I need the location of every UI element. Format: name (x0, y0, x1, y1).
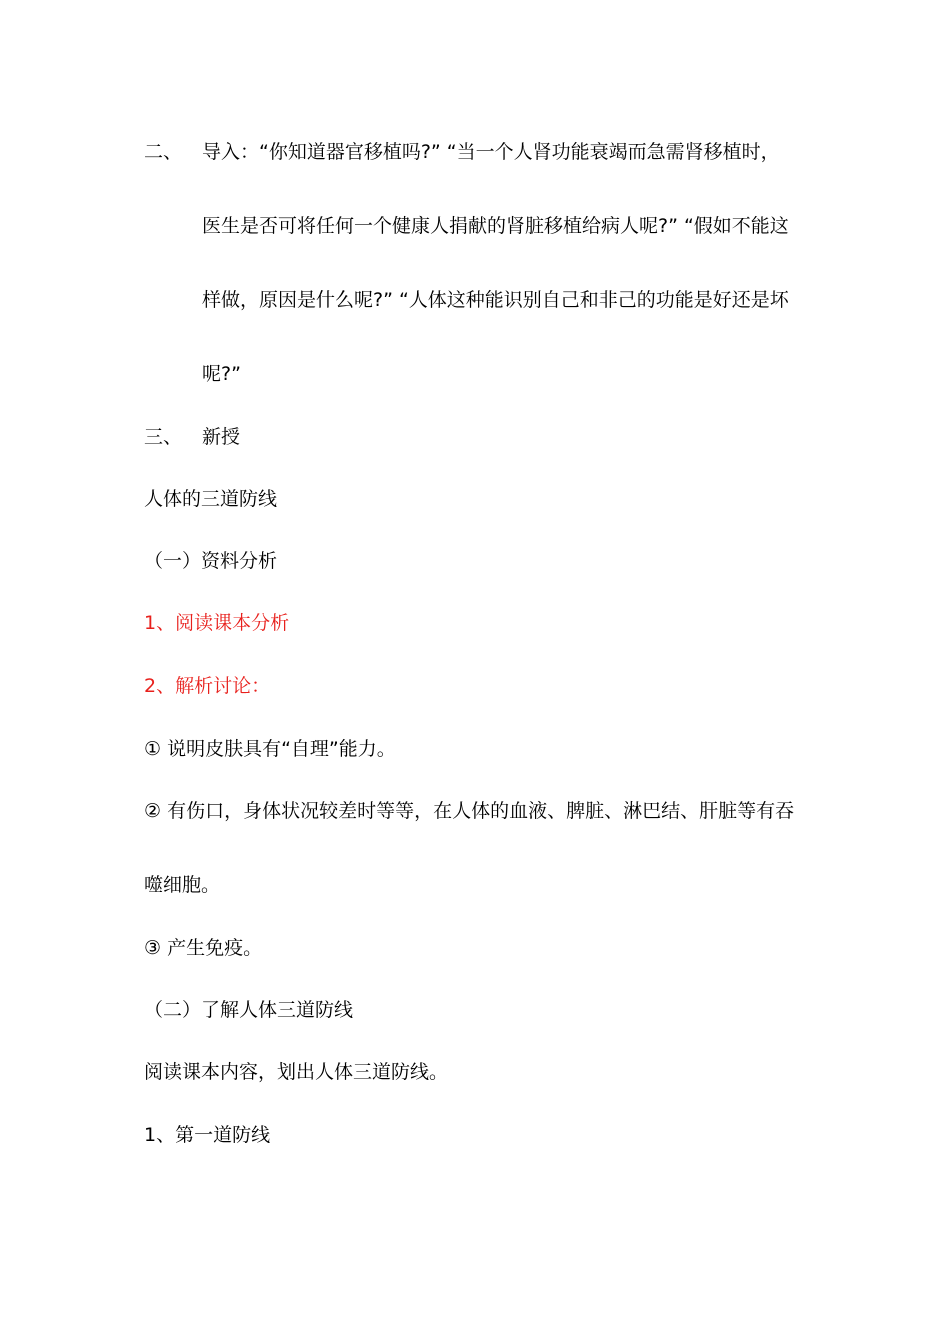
intro-line-3: 样做，原因是什么呢?” “人体这种能识别自己和非己的功能是好还是坏 (202, 289, 789, 311)
part1-item-2: 2、解析讨论： (144, 675, 271, 697)
point-3: ③ 产生免疫。 (144, 937, 263, 959)
point-2-line-2: 噬细胞。 (144, 874, 221, 896)
part2-item-1: 1、第一道防线 (144, 1124, 271, 1146)
section-title-new-lesson: 新授 (202, 426, 241, 448)
intro-line-2: 医生是否可将任何一个健康人捐献的肾脏移植给病人呢?” “假如不能这 (202, 215, 789, 237)
intro-line-1: 导入：“你知道器官移植吗?” “当一个人肾功能衰竭而急需肾移植时， (202, 141, 780, 163)
point-2-line-1: ② 有伤口，身体状况较差时等等，在人体的血液、脾脏、淋巴结、肝脏等有吞 (144, 800, 795, 822)
section-number-3: 三、 (144, 426, 183, 448)
part2-instruction: 阅读课本内容，划出人体三道防线。 (144, 1061, 449, 1083)
intro-line-4: 呢?” (202, 363, 241, 385)
part2-heading: （二）了解人体三道防线 (144, 999, 354, 1021)
part1-heading: （一）资料分析 (144, 550, 278, 572)
point-1: ① 说明皮肤具有“自理”能力。 (144, 738, 396, 760)
topic-heading: 人体的三道防线 (144, 488, 278, 510)
part1-item-1: 1、阅读课本分析 (144, 612, 290, 634)
section-number-2: 二、 (144, 141, 183, 163)
